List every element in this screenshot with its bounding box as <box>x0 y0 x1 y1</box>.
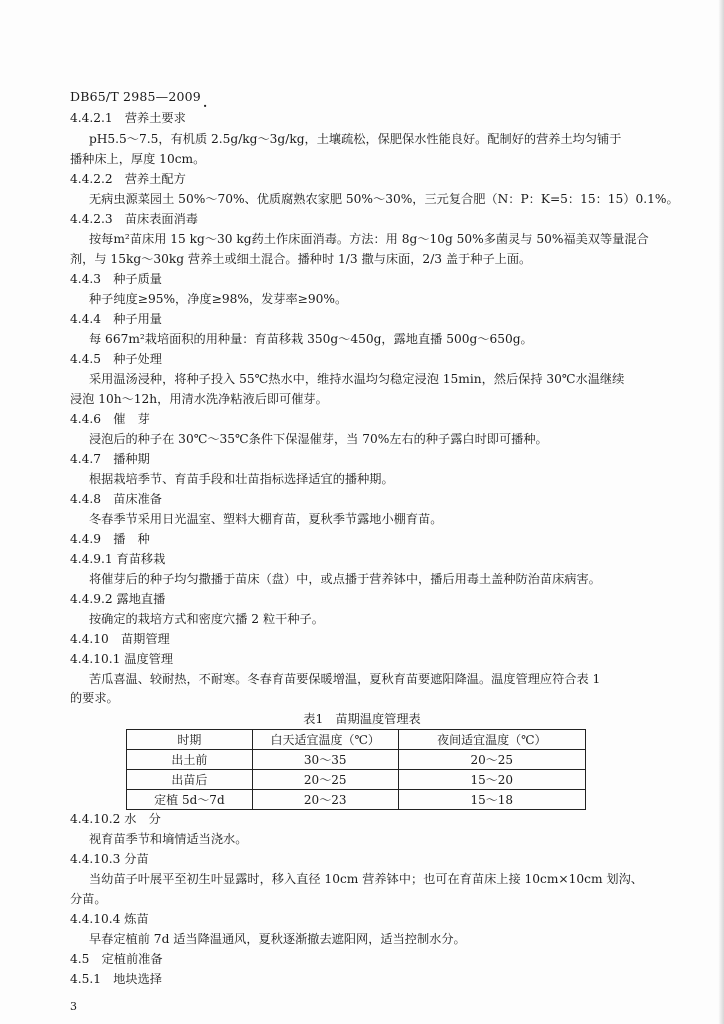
standard-code-header: DB65/T 2985—2009 <box>70 89 201 104</box>
paragraph-line: 当幼苗子叶展平至初生叶显露时，移入直径 10cm 营养钵中；也可在育苗床上接 10cm×10cm 划沟、 <box>89 872 643 886</box>
table-cell: 出苗后 <box>127 770 253 790</box>
column-header: 白天适宜温度（℃） <box>252 730 398 750</box>
paragraph-line: 视育苗季节和墒情适当浇水。 <box>89 832 248 846</box>
table-row <box>127 790 586 810</box>
paragraph-line: 冬春季节采用日光温室、塑料大棚育苗，夏秋季节露地小棚育苗。 <box>89 512 443 526</box>
page-number: 3 <box>70 1000 77 1013</box>
heading-4-4-9: 4.4.9 播 种 <box>70 532 150 546</box>
table-row <box>127 770 586 790</box>
heading-4-4-7: 4.4.7 播种期 <box>70 452 150 466</box>
heading-4-5-1: 4.5.1 地块选择 <box>70 972 162 986</box>
table-row <box>127 750 586 770</box>
table-cell: 15～20 <box>398 770 585 790</box>
heading-4-4-8: 4.4.8 苗床准备 <box>70 492 162 506</box>
heading-4-4-10: 4.4.10 苗期管理 <box>70 632 170 646</box>
heading-4-4-9-1: 4.4.9.1 育苗移栽 <box>70 552 166 566</box>
heading-4-4-5: 4.4.5 种子处理 <box>70 352 162 366</box>
paragraph-line: 分苗。 <box>70 892 107 906</box>
table-cell: 30～35 <box>252 750 398 770</box>
heading-4-4-10-3: 4.4.10.3 分苗 <box>70 852 149 866</box>
heading-4-4-10-2: 4.4.10.2 水 分 <box>70 812 161 826</box>
heading-4-4-3: 4.4.3 种子质量 <box>70 272 162 286</box>
paragraph-line: 按每m²苗床用 15 kg～30 kg药土作床面消毒。方法：用 8g～10g 50%多菌灵与 50%福美双等量混合 <box>89 232 649 246</box>
paragraph-line: 的要求。 <box>70 691 119 705</box>
table-cell: 20～25 <box>398 750 585 770</box>
paragraph-line: 将催芽后的种子均匀撒播于苗床（盘）中，或点播于营养钵中，播后用毒土盖种防治苗床病害。 <box>89 572 601 586</box>
paragraph-line: 剂，与 15kg～30kg 营养土或细土混合。播种时 1/3 撒与床面，2/3 盖于种子上面。 <box>70 252 532 266</box>
seedling-temperature-table <box>126 729 586 810</box>
heading-4-4-9-2: 4.4.9.2 露地直播 <box>70 592 166 606</box>
header-mark: . <box>203 96 208 110</box>
table-cell: 定植 5d～7d <box>127 790 253 810</box>
column-header: 时期 <box>127 730 253 750</box>
paragraph-line: 采用温汤浸种，将种子投入 55℃热水中，维持水温均匀稳定浸泡 15min，然后保持 30℃水温继续 <box>89 372 625 386</box>
paragraph-line: 播种床上，厚度 10cm。 <box>70 152 206 166</box>
heading-4-4-10-1: 4.4.10.1 温度管理 <box>70 652 174 666</box>
table-cell: 出土前 <box>127 750 253 770</box>
paragraph-line: 浸泡 10h～12h，用清水洗净粘液后即可催芽。 <box>70 392 328 406</box>
table-cell: 20～23 <box>252 790 398 810</box>
table-cell: 20～25 <box>252 770 398 790</box>
paragraph-line: 每 667m²栽培面积的用种量：育苗移栽 350g～450g，露地直播 500g～650g。 <box>89 332 533 346</box>
paragraph-line: 按确定的栽培方式和密度穴播 2 粒干种子。 <box>89 612 324 626</box>
heading-4-4-4: 4.4.4 种子用量 <box>70 312 162 326</box>
heading-4-4-6: 4.4.6 催 芽 <box>70 412 150 426</box>
heading-4-4-2-1: 4.4.2.1 营养土要求 <box>70 111 186 125</box>
heading-4-5: 4.5 定植前准备 <box>70 952 163 966</box>
paragraph-line: 种子纯度≥95%，净度≥98%，发芽率≥90%。 <box>89 292 348 306</box>
paragraph-line: 根据栽培季节、育苗手段和壮苗指标选择适宜的播种期。 <box>89 472 394 486</box>
paragraph-line: pH5.5～7.5，有机质 2.5g/kg～3g/kg，土壤疏松，保肥保水性能良好。配制好的营养土均匀铺于 <box>89 132 622 146</box>
table-cell: 15～18 <box>398 790 585 810</box>
table-header-row <box>127 730 586 750</box>
heading-4-4-10-4: 4.4.10.4 炼苗 <box>70 912 149 926</box>
scan-edge-shadow <box>718 0 724 1024</box>
paragraph-line: 苦瓜喜温、较耐热，不耐寒。冬春育苗要保暖增温，夏秋育苗要遮阳降温。温度管理应符合表 1 <box>89 672 601 686</box>
heading-4-4-2-2: 4.4.2.2 营养土配方 <box>70 172 186 186</box>
heading-4-4-2-3: 4.4.2.3 苗床表面消毒 <box>70 212 198 226</box>
table-caption: 表1 苗期温度管理表 <box>303 712 421 726</box>
column-header: 夜间适宜温度（℃） <box>398 730 585 750</box>
paragraph-line: 浸泡后的种子在 30℃～35℃条件下保湿催芽，当 70%左右的种子露白时即可播种。 <box>89 432 548 446</box>
paragraph-line: 早春定植前 7d 适当降温通风，夏秋逐渐撤去遮阳网，适当控制水分。 <box>89 932 466 946</box>
paragraph-line: 无病虫源菜园土 50%～70%、优质腐熟农家肥 50%～30%，三元复合肥（N：P：K=5：15：15）0.1%。 <box>89 192 679 206</box>
